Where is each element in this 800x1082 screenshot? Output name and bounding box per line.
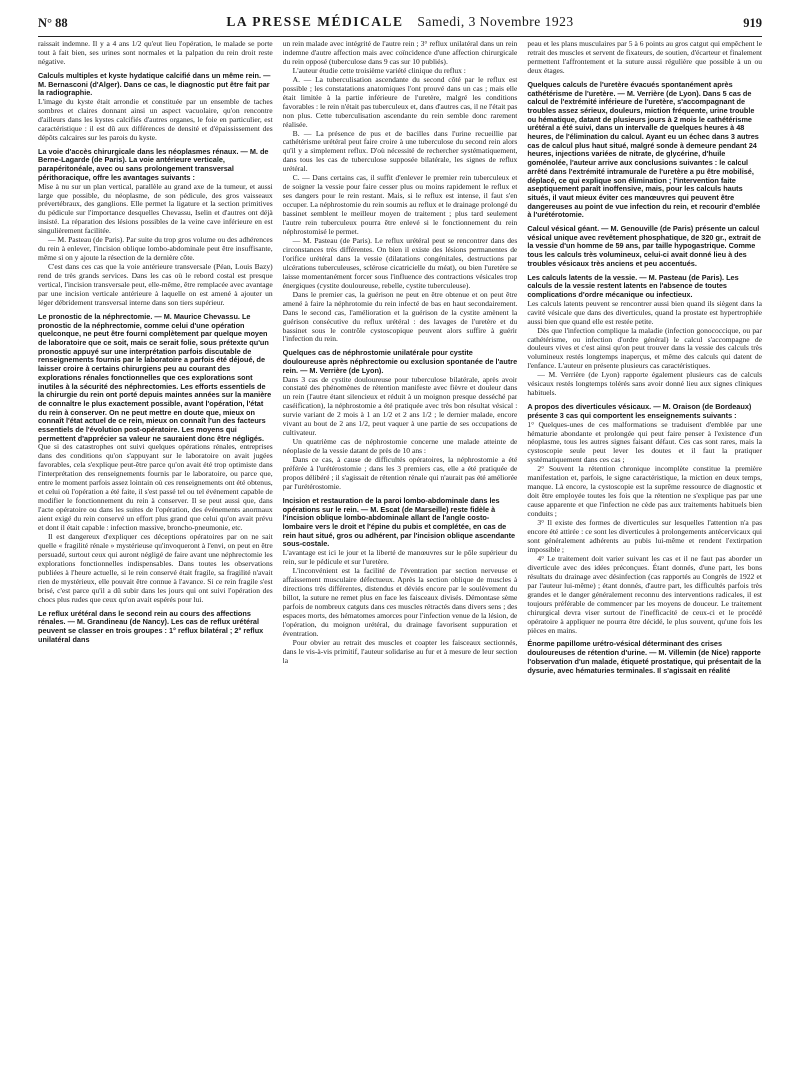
paragraph: Pour obvier au retrait des muscles et coapter les faisceaux sectionnés, dans le vis-à-vis primitif, l'auteur solidarise au fur et à mesure de leur section la — [282, 637, 518, 665]
paragraph: Dans ce cas, à cause de difficultés opératoires, la néphrostomie a été préférée à l'urétérostomie ; dans les 3 premiers cas, elle a été pratiquée de propos délibéré ; il s'agissait de rétention rénale qui n'aurait pas été améliorée par l'urétérostomie. — [282, 455, 518, 491]
paragraph: Mise à nu sur un plan vertical, parallèle au grand axe de la tumeur, et aussi large que possible, du néoplasme, de son pédicule, des gros vaisseaux prévertébraux, des ganglions. Elle permet la ligature et la section primitives du pédicule sur l'importance desquelles Chevassu, Iselin et d'autres ont déjà insisté. La réparation des lésions possibles de la veine cave inférieure en est singulièrement facilitée. — [38, 181, 273, 236]
issue-date: Samedi, 3 Novembre 1923 — [417, 14, 574, 29]
paragraph: Il est dangereux d'expliquer ces déceptions opératoires par on ne sait quelle « fragilité rénale » mystérieuse qu'invoqueront à l'envi, on peut en être persuadé, surtout ceux qui auront négligé de faire avant une néphrectomie les explorations fonctionnelles indispensables. Dans toutes les observations publiées à l'heure actuelle, si le rein conservé était fragile, sa fragilité n'avait rien de mystérieux, elle pouvait être connue à l'avance. Si ce rein fragile s'est brisé, c'est parce qu'il a dû subir dans les jours qui ont suivi l'opération des chocs plus rudes que ceux qu'on avait espérés pour lui. — [38, 531, 273, 604]
page-number: 919 — [743, 16, 762, 30]
journal-title: LA PRESSE MÉDICALE — [226, 14, 404, 29]
section-heading: Calculs multiples et kyste hydatique calcifié dans un même rein. — M. Bernasconi (d'Alger). Dans ce cas, le diagnostic put être fait par la radiographie. — [38, 70, 271, 98]
paragraph: raissait indemne. Il y a 4 ans 1/2 qu'eut lieu l'opération, le malade se porte tout à fait bien, ses urines sont normales et la palpation du rein droit reste négative. — [38, 40, 273, 66]
paragraph: Dès que l'infection complique la maladie (infection gonococcique, ou par cathétérisme, ou infection d'ordre général) le calcul s'accompagne de douleurs vives et c'est ainsi qu'on peut trouver dans la vessie des calculs très volumineux restés longtemps inaperçus, et même des calculs qui datent de l'enfance. L'auteur en présente plusieurs cas caractéristiques. — [527, 325, 763, 371]
paragraph: — M. Pasteau (de Paris). Par suite du trop gros volume ou des adhérences du rein à enlever, l'incision oblique lombo-abdominale peut être insuffisante, même si on y ajoute la résection de la dernière côte. — [38, 235, 273, 263]
paragraph: L'inconvénient est la facilité de l'éventration par section nerveuse et affaissement musculaire défectueux. Après la section oblique de muscles à directions très différentes, distendus et déviés encore par le soulèvement du billot, la suture ne remet plus en face les faisceaux divisés. Démontase sème parfois de nombreux catguts dans ces muscles rétractés dans divers sens ; des espaces morts, des hématomes amorces pour l'infection venue de la lésion, de l'opération, du moignon urétéral, du drainage favorisent suppuration et éventration. — [282, 566, 518, 638]
section-heading: Calcul vésical géant. — M. Genouville (de Paris) présente un calcul vésical unique avec revêtement phosphatique, de 320 gr., extrait de la vessie d'un homme de 59 ans, par taille hypogastrique. Comme tous les calculs très volumineux, celui-ci avait donné lieu à des troubles vésicaux très anciens et peu accentués. — [527, 224, 761, 268]
text-columns — [38, 40, 762, 1070]
paragraph: Les calculs latents peuvent se rencontrer aussi bien quand ils siègent dans la cavité vésicale que dans des diverticules, quand la prostate est hypertrophiée aussi bien que quand elle est restée petite. — [527, 298, 763, 326]
paragraph: L'avantage est ici le jour et la liberté de manœuvres sur le pôle supérieur du rein, sur le pédicule et sur l'uretère. — [282, 548, 518, 567]
section-heading: Le reflux urétéral dans le second rein au cours des affections rénales. — M. Grandineau (de Nancy). Les cas de reflux urétéral peuvent se classer en trois groupes : 1° reflux bilatéral ; 2° reflux unilatéral dans — [38, 608, 264, 644]
section-heading: Incision et restauration de la paroi lombo-abdominale dans les opérations sur le rein. — M. Escat (de Marseille) reste fidèle à l'incision oblique lombo-abdominale allant de l'angle costo-lombaire vers le droit et l'épine du pubis et complétée, en cas de rein haut situé, gros ou adhérent, par l'incision oblique ascendante sous-costale. — [282, 495, 516, 549]
paragraph: B. — La présence de pus et de bacilles dans l'urine recueillie par cathétérisme urétéral peut faire croire à une tuberculose du second rein alors qu'il y a simplement reflux. D'où nécessité de rechercher systématiquement, dans tous les cas de tuberculose supposée bilatérale, les signes de reflux urétéral. — [282, 128, 518, 174]
page-header — [38, 10, 762, 37]
paragraph: Dans le premier cas, la guérison ne peut en être obtenue et on peut être amené à faire la néphrotomie du rein infecté de bas en haut secondairement. Dans le second cas, l'amélioration et la guérison de la cystite amènent la guérison consécutive du reflux urétéral : des lavages de l'uretère et du bassinet sous le contrôle cystoscopique peuvent alors suffire à guérir l'infection du rein. — [282, 289, 518, 344]
paragraph: C. — Dans certains cas, il suffit d'enlever le premier rein tuberculeux et de soigner la vessie pour faire cesser plus ou moins rapidement le reflux et ses dangers pour le rein restant. Mais, si le reflux est intense, il faut s'en occuper. La néphrostomie du rein soumis au reflux et le drainage prolongé du bassinet semblent le meilleur moyen de traitement ; plus tard seulement l'autre rein tuberculeux pourra être enlevé si le fonctionnement du rein néphrostomisé le permet. — [282, 173, 518, 237]
issue-number: N° 88 — [38, 16, 68, 30]
paragraph: Un quatrième cas de néphrostomie concerne une malade atteinte de néoplasie de la vessie datant de près de 10 ans : — [282, 437, 518, 456]
section-heading: A propos des diverticules vésicaux. — M. Oraison (de Bordeaux) présente 3 cas qui comportent les enseignements suivants : — [527, 402, 752, 420]
column-1 — [38, 40, 273, 1070]
header-center — [38, 14, 762, 30]
column-2 — [283, 40, 518, 1070]
paragraph: L'image du kyste était arrondie et constituée par un ensemble de taches sombres et claires donnant ainsi un aspect vacuolaire, qu'on rencontre d'ailleurs dans les kystes calcifiés d'autres organes, le foie en particulier, est caractéristique : il est dû aux différences de densité et d'épaississement des dépôts calcaires sur les parois du kyste. — [38, 96, 273, 142]
paragraph: peau et les plans musculaires par 5 à 6 points au gros catgut qui empêchent le retrait des muscles et servent de fixateurs, de soutien, d'écarteur et finalement permettent l'affrontement et la suture aussi régulière que possible à un ou deux étages. — [527, 40, 763, 75]
section-heading: Énorme papillome urétro-vésical déterminant des crises douloureuses de rétention d'urine. — M. Villemin (de Nice) rapporte l'observation d'un malade, étiqueté prostatique, qui présentait de la dysurie, avec hématuries terminales. Il s'agissait en réalité — [527, 639, 762, 675]
paragraph: 4° Le traitement doit varier suivant les cas et il ne faut pas aborder un diverticule avec des idées préconçues. Étant donnés, d'une part, les bons résultats du drainage avec désinfection (cas rapportés au Congrès de 1922 et par l'auteur lui-même) ; étant donnés, d'autre part, les difficultés parfois très grandes et le danger généralement reconnu des interventions radicales, il est toujours préférable de commencer par les moyens de douceur. Le traitement chirurgical devra viser surtout de l'inefficacité de ceux-ci et le procédé opératoire à appliquer ne pourra être décidé, le plus souvent, qu'une fois les pièces en mains. — [527, 553, 763, 635]
paragraph: 3° Il existe des formes de diverticules sur lesquelles l'attention n'a pas encore été attirée : ce sont les diverticules à prolongements antécervicaux qui sont généralement adhérents au pubis lui-même et rendent l'extirpation impossible ; — [527, 518, 763, 554]
paragraph: C'est dans ces cas que la voie antérieure transversale (Péan, Louis Bazy) rend de très grands services. Dans les cas où le rebord costal est presque vertical, l'incision transversale peut, elle-même, être remplacée avec avantage par une incision verticale antérieure à laquelle on est amené à ajouter un léger débridement transversal interne dans son tiers supérieur. — [38, 262, 273, 307]
section-heading: La voie d'accès chirurgicale dans les néoplasmes rénaux. — M. de Berne-Lagarde (de Paris). La voie antérieure verticale, parapéritonéale, avec ou sans prolongement transversal périthoracique, offre les avantages suivants : — [38, 146, 269, 182]
paragraph: 1° Quelques-unes de ces malformations se traduisent d'emblée par une hématurie abondante et prolongée qui peut faire penser à l'existence d'un néoplasme, tous les autres signes faisant défaut. Ces cas sont rares, mais la cystoscopie seule peut lever les doutes et il faut la pratiquer systématiquement dans ces cas ; — [527, 419, 763, 465]
paragraph: — M. Verrière (de Lyon) rapporte également plusieurs cas de calculs vésicaux restés longtemps tolérés sans avoir donné lieu aux signes cliniques habituels. — [527, 370, 763, 398]
paragraph: A. — La tuberculisation ascendante du second côté par le reflux est possible ; les constatations anatomiques l'ont prouvé dans un cas ; mais elle était limitée à la partie inférieure de l'uretère, malgré les conditions favorables : le rein n'était pas tuberculeux et, dans d'autres cas, il ne l'était pas non plus. Cette tuberculisation ascendante du rein semble donc rarement réalisée. — [282, 74, 518, 129]
section-heading: Le pronostic de la néphrectomie. — M. Maurice Chevassu. Le pronostic de la néphrectomie, comme celui d'une opération quelconque, ne peut être fourni complètement par quelque moyen de laboratoire que ce soit, mais ce serait folie, sous prétexte qu'un pronostic appuyé sur une interprétation parfois discutable de renseignements fournis par le laboratoire a parfois été déjoué, de laisser croire à certains chirurgiens peu au courant des explorations rénales fonctionnelles que ces explorations sont inutiles à la sécurité des néphrectomies. Les efforts essentiels de la chirurgie du rein ont porté depuis maintes années sur la manière de connaître le plus exactement possible, avant l'opération, l'état du rein à conserver. On ne peut mettre en doute que, mieux on connaît l'état actuel de ce rein, mieux on connaît l'un des facteurs essentiels de l'évolution post-opératoire. Les moyens qui permettent d'apprécier sa valeur ne sauraient donc être négligés. — [38, 311, 272, 443]
section-heading: Quelques cas de néphrostomie unilatérale pour cystite douloureuse après néphrectomie ou exclusion spontanée de l'autre rein. — M. Verrière (de Lyon). — [282, 348, 518, 375]
column-3 — [527, 40, 762, 1070]
paragraph: 2° Souvent la rétention chronique incomplète constitue la première manifestation et, parfois, le signe caractéristique, la miction en deux temps, manque. Là encore, la cystoscopie est la suprême ressource de diagnostic et doit être employée toutes les fois que la rétention ne s'explique pas par une cause apparente et que l'infection ne cède pas aux traitements habituels bien conduits ; — [527, 464, 763, 519]
paragraph: un rein malade avec intégrité de l'autre rein ; 3° reflux unilatéral dans un rein indemne d'autre affection mais avec coïncidence d'une affection chirurgicale du rein opposé (tuberculose dans 9 cas sur 10 publiés). — [282, 40, 518, 66]
paragraph: L'auteur étudie cette troisième variété clinique du reflux : — [292, 65, 466, 75]
paragraph: Dans 3 cas de cystite douloureuse pour tuberculose bilatérale, après avoir constaté des phénomènes de rétention manifeste avec fièvre et douleur dans un rein (l'autre étant silencieux et réduit à un moignon presque desséché par caséification), la néphrostomie a été pratiquée avec très bon résultat vésical : survie variant de 2 mois à 1 an 1/2 et 2 ans 1/2 ; le dernier malade, encore vivant au bout de 2 ans 1/2, peut vaquer à une partie de ses occupations de cultivateur. — [282, 374, 518, 438]
section-heading: Les calculs latents de la vessie. — M. Pasteau (de Paris). Les calculs de la vessie restent latents en l'absence de toutes complications d'ordre mécanique ou infectieux. — [527, 272, 739, 299]
paragraph: Que si des catastrophes ont suivi quelques opérations rénales, entreprises dans des conditions qu'on s'appuyant sur le laboratoire on avait jugées favorables, cela s'explique peut-être parce qu'on avait été trop optimiste dans l'interprétation des renseignements fournis par le laboratoire, ou parce que, entre le moment parfois assez lointain où ces renseignements ont été obtenus, et celui où l'opération a été faite, il s'est passé tel ou tel événement capable de modifier le fonctionnement du rein à conserver. Il se peut aussi que, dans l'acte opératoire ou dans les suites de l'opération, des événements anormaux aient exigé du rein conservé un effort plus grand que celui qu'on avait prévu et dont il était capable : infection massive, broncho-pneumonie, etc. — [38, 442, 273, 533]
paragraph: — M. Pasteau (de Paris). Le reflux urétéral peut se rencontrer dans des circonstances très différentes. On bien il existe des lésions permanentes de l'orifice urétéral dans la vessie (dilatations congénitales, destructions par ulcérations tuberculeuses, sclérose cicatricielle du méat), ou bien l'uretère se laisse momentanément forcer sous l'influence des contractions vésicales trop énergiques (cystite douloureuse, rebelle, cystite tuberculeuse). — [282, 235, 518, 290]
section-heading: Quelques calculs de l'uretère évacués spontanément après cathétérisme de l'uretère. — M. Verrière (de Lyon). Dans 5 cas de calcul de l'extrémité inférieure de l'uretère, s'accompagnant de troubles assez sérieux, douleurs, miction fréquente, urine trouble ou hématique, datant de plusieurs jours à 2 mois le cathétérisme urétéral a été suivi, dans un intervalle de quelques heures à 48 heures, de l'élimination du calcul. Ayant eu un échec dans 3 autres cas de calcul plus haut situé, malgré sonde à demeure pendant 24 heures, injections variées de nitrate, de glycérine, d'huile goménolée, l'auteur arrive aux conclusions suivantes : le calcul arrêté dans l'extrémité intramurale de l'uretère a pu être mobilisé, déplacé, ce qui explique son élimination ; l'intervention faite aseptiquement paraît inoffensive, mais, pour les calculs hauts situés, il vaut mieux éviter ces manœuvres qui peuvent être dangereuses au point de vue infection du rein, et recourir d'emblée à l'urétérotomie. — [527, 79, 761, 220]
